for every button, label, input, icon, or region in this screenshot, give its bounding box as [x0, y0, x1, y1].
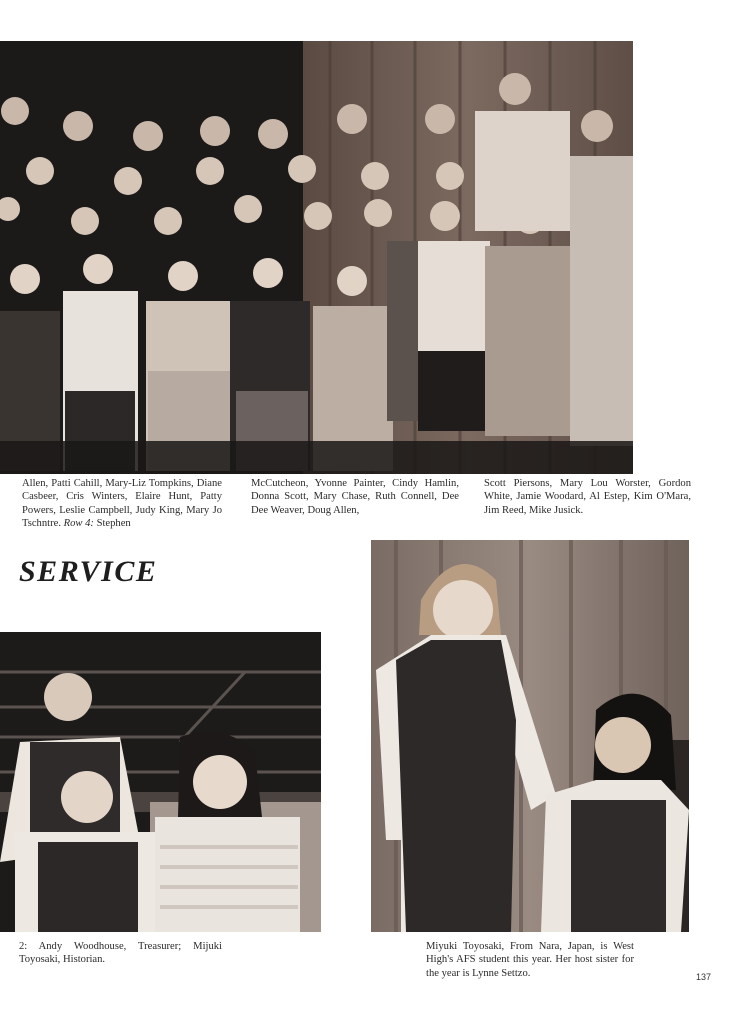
- afs-student-caption: Miyuki Toyosaki, From Nara, Japan, is West High's AFS student this year. Her host sister for the year is Lynne Settzo.: [426, 941, 634, 979]
- afs-student-photo: [371, 540, 689, 932]
- group-caption-column-3: Scott Piersons, Mary Lou Worster, Gordon White, Jamie Woodard, Al Estep, Kim O'Mara, Jim Reed, Mike Jusick.: [484, 478, 691, 516]
- page-number: 137: [696, 972, 712, 982]
- section-heading: SERVICE: [19, 555, 158, 588]
- officers-photo: [0, 632, 321, 932]
- row-label: Row 4:: [63, 518, 94, 530]
- caption-names: Allen, Patti Cahill, Mary-Liz Tompkins, Diane Casbeer, Cris Winters, Elaire Hunt, Patty Powers, Leslie Campbell, Judy King, Mary Jo Tschntre.: [22, 478, 222, 530]
- officers-caption: 2: Andy Woodhouse, Treasurer; Mijuki Toyosaki, Historian.: [19, 941, 222, 966]
- caption-names-tail: Stephen: [93, 518, 131, 530]
- group-caption-column-1: [22, 477, 222, 531]
- group-photo: [0, 41, 633, 474]
- group-caption-column-2: McCutcheon, Yvonne Painter, Cindy Hamlin, Donna Scott, Mary Chase, Ruth Connell, Dee Dee Weaver, Doug Allen,: [251, 478, 459, 516]
